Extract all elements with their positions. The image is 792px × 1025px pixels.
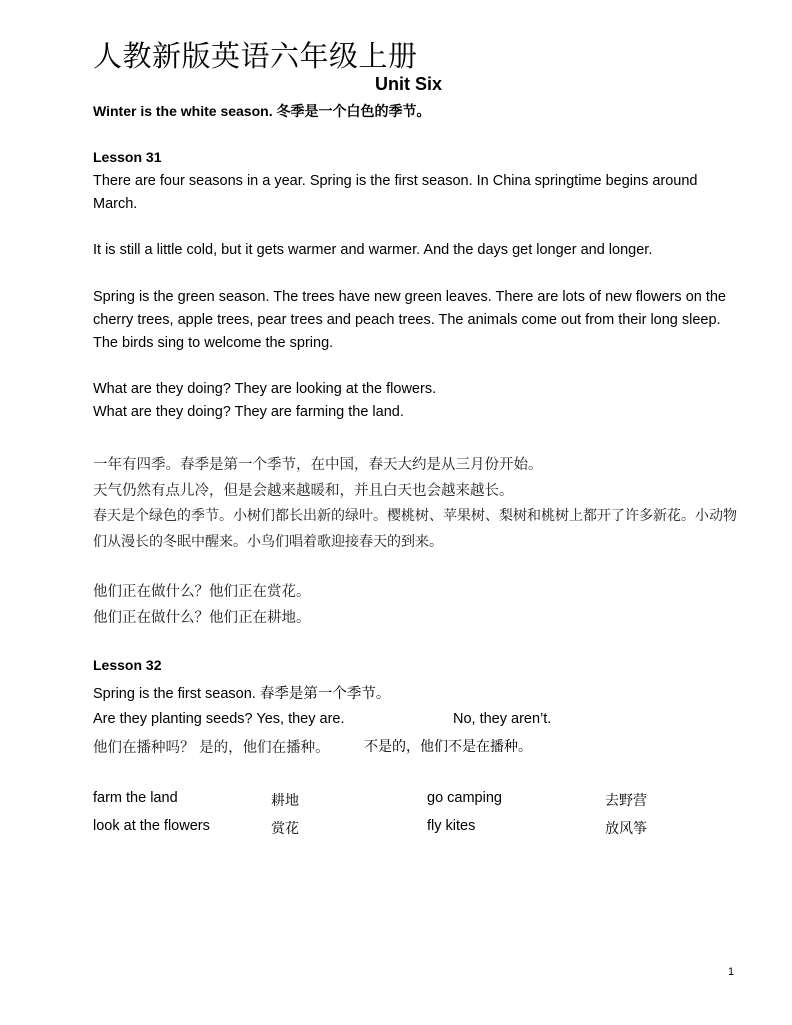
vocab-zh: 放风筝 [605,821,647,837]
lesson-31-paragraph-2: It is still a little cold, but it gets warmer and warmer. And the days get longer and longer. [93,242,653,258]
vocab-en: fly kites [427,818,476,834]
lesson-31-qa-1: What are they doing? They are looking at the flowers. [93,381,437,397]
book-title: 人教新版英语六年级上册 [93,39,418,73]
vocab-en: farm the land [93,790,178,806]
page-number: 1 [728,966,735,978]
lesson-32-heading: Lesson 32 [93,657,162,673]
lesson-32-answer-no-zh: 不是的，他们不是在播种。 [364,739,532,755]
lesson-31-paragraph-1: There are four seasons in a year. Spring is the first season. In China springtime begins around March. [93,173,698,212]
vocab-zh: 赏花 [271,821,299,837]
lesson-32-question-zh: 他们在播种吗？ 是的，他们在播种。 [93,740,330,756]
lesson-31-translation-1: 一年有四季。春季是第一个季节，在中国，春天大约是从三月份开始。 [93,457,543,473]
unit-title: Unit Six [375,74,443,94]
vocab-en: look at the flowers [93,818,210,834]
lesson-31-qa-2: What are they doing? They are farming the land. [93,404,404,420]
unit-subtitle: Winter is the white season. 冬季是一个白色的季节。 [93,103,431,119]
lesson-32-answer-no: No, they aren’t. [453,711,552,727]
lesson-31-translation-3: 春天是个绿色的季节。小树们都长出新的绿叶。樱桃树、苹果树、梨树和桃树上都开了许多新花。小动物们从漫长的冬眠中醒来。小鸟们唱着歌迎接春天的到来。 [93,508,737,550]
vocab-zh: 去野营 [605,793,647,809]
lesson-32-line-1: Spring is the first season. 春季是第一个季节。 [93,686,391,702]
lesson-31-heading: Lesson 31 [93,149,162,165]
lesson-31-qa-translation-2: 他们正在做什么？他们正在耕地。 [93,610,311,626]
lesson-32-question: Are they planting seeds? Yes, they are. [93,711,345,727]
lesson-31-translation-2: 天气仍然有点儿冷，但是会越来越暖和，并且白天也会越来越长。 [93,483,514,499]
vocab-zh: 耕地 [271,793,299,809]
vocab-en: go camping [427,790,502,806]
lesson-31-qa-translation-1: 他们正在做什么？他们正在赏花。 [93,584,311,600]
lesson-31-paragraph-3: Spring is the green season. The trees have new green leaves. There are lots of new flowers on the cherry trees, apple trees, pear trees and peach trees. The animals come out from their long sleep. The birds sing to welcome the spring. [93,289,727,351]
